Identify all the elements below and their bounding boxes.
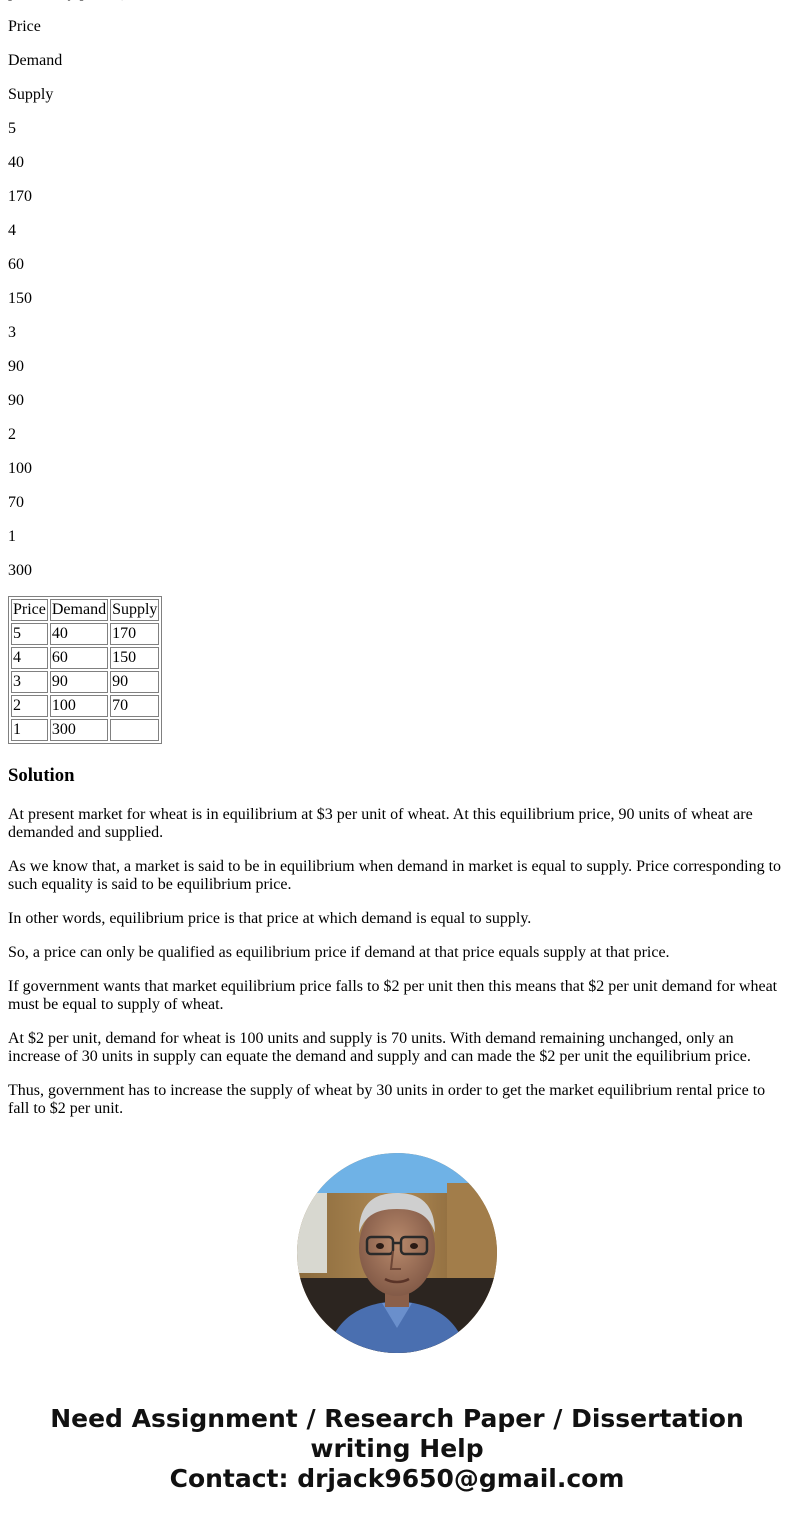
contact-email: Contact: drjack9650@gmail.com (169, 1464, 625, 1493)
listing-line: Price (8, 18, 41, 35)
solution-heading: Solution (8, 765, 75, 786)
table-row (11, 647, 159, 669)
table-cell: 150 (110, 647, 159, 669)
table-cell: 90 (110, 671, 159, 693)
contact-banner (0, 1404, 794, 1494)
listing-line: Demand (8, 52, 63, 69)
author-portrait (297, 1153, 497, 1353)
document-content (8, 0, 786, 1134)
table-cell: 1 (11, 719, 48, 741)
listing-line: 90 (8, 358, 24, 375)
listing-line: 1 (8, 528, 16, 545)
table-row (11, 719, 159, 741)
solution-paragraph: If government wants that market equilibrium price falls to $2 per unit then this means that $2 per unit demand for wheat must be equal to supply of wheat. (8, 978, 778, 1013)
listing-line: 90 (8, 392, 24, 409)
table-cell: 100 (50, 695, 108, 717)
table-cell: 5 (11, 623, 48, 645)
listing-line: 5 (8, 120, 16, 137)
listing-line: 40 (8, 154, 24, 171)
listing-line: 60 (8, 256, 24, 273)
listing-line: 4 (8, 222, 16, 239)
solution-paragraph: Thus, government has to increase the supply of wheat by 30 units in order to get the market equilibrium rental price to fall to $2 per unit. (8, 1082, 766, 1117)
table-cell: 3 (11, 671, 48, 693)
listing-line: 170 (8, 188, 32, 205)
author-avatar (297, 1153, 497, 1353)
table-cell: 40 (50, 623, 108, 645)
footer-line: Need Assignment / Research Paper / Dissertation (50, 1404, 744, 1433)
table-cell: 90 (50, 671, 108, 693)
solution-paragraph: So, a price can only be qualified as equilibrium price if demand at that price equals supply at that price. (8, 944, 670, 961)
listing-line: 150 (8, 290, 32, 307)
table-row (11, 671, 159, 693)
solution-paragraph: At present market for wheat is in equilibrium at $3 per unit of wheat. At this equilibrium price, 90 units of wheat are demanded and supplied. (8, 806, 753, 841)
header-supply: Supply (110, 599, 159, 621)
solution-paragraph: As we know that, a market is said to be in equilibrium when demand in market is equal to supply. Price corresponding to such equality is said to be equilibrium price. (8, 858, 782, 893)
truncated-question-line (8, 0, 786, 2)
listing-line: 100 (8, 460, 32, 477)
listing-line: 3 (8, 324, 16, 341)
table-row (11, 623, 159, 645)
listing-line: 300 (8, 562, 32, 579)
table-cell: 170 (110, 623, 159, 645)
table-header-row (11, 599, 159, 621)
header-price: Price (11, 599, 48, 621)
table-cell: 2 (11, 695, 48, 717)
listing-line: 2 (8, 426, 16, 443)
table-cell: 4 (11, 647, 48, 669)
solution-paragraph: At $2 per unit, demand for wheat is 100 units and supply is 70 units. With demand remaining unchanged, only an increase of 30 units in supply can equate the demand and supply and can made the $2 per unit the equilibrium price. (8, 1030, 751, 1065)
table-cell (110, 719, 159, 741)
listing-line: Supply (8, 86, 54, 103)
listing-line: 70 (8, 494, 24, 511)
header-demand: Demand (50, 599, 108, 621)
table-cell: 70 (110, 695, 159, 717)
solution-paragraph: In other words, equilibrium price is that price at which demand is equal to supply. (8, 910, 532, 927)
table-cell: 60 (50, 647, 108, 669)
footer-line: writing Help (310, 1434, 484, 1463)
table-cell: 300 (50, 719, 108, 741)
table-row (11, 695, 159, 717)
price-demand-supply-table (8, 596, 162, 744)
